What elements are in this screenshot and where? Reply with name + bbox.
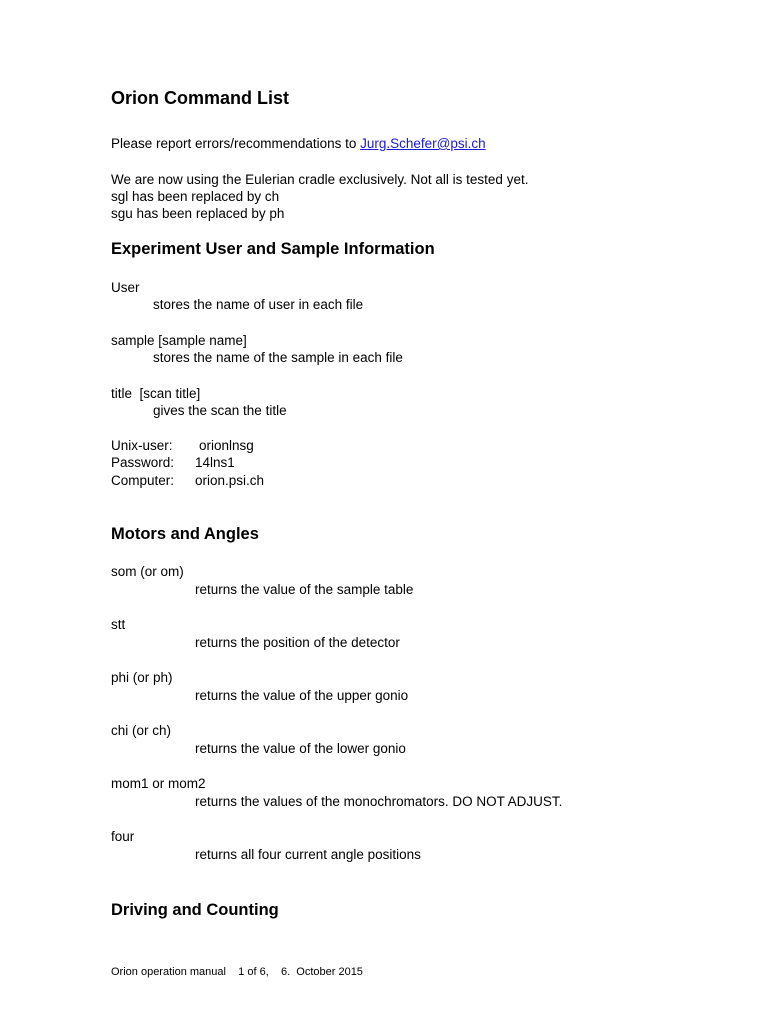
command-description: returns the position of the detector — [195, 635, 400, 650]
command-description: returns the values of the monochromators. DO NOT ADJUST. — [195, 794, 563, 809]
command-name: four — [111, 829, 135, 844]
intro-line-2: sgl has been replaced by ch — [111, 189, 280, 204]
intro-line-3: sgu has been replaced by ph — [111, 206, 285, 221]
command-description: returns the value of the sample table — [195, 582, 414, 597]
command-description: gives the scan the title — [153, 403, 287, 418]
command-description: returns the value of the upper gonio — [195, 688, 409, 703]
page-footer: Orion operation manual 1 of 6, 6. October 2015 — [111, 966, 363, 978]
section-heading-driving: Driving and Counting — [111, 901, 279, 919]
command-description: returns the value of the lower gonio — [195, 741, 406, 756]
command-description: returns all four current angle positions — [195, 847, 421, 862]
section-heading-user: Experiment User and Sample Information — [111, 240, 435, 258]
command-name: title [scan title] — [111, 386, 201, 401]
command-name: chi (or ch) — [111, 723, 172, 738]
command-name: stt — [111, 617, 126, 632]
email-link[interactable]: Jurg.Schefer@psi.ch — [360, 136, 486, 151]
account-label: Password: — [111, 455, 175, 470]
report-line — [111, 135, 486, 152]
section-heading-motors: Motors and Angles — [111, 525, 259, 543]
account-label: Computer: — [111, 473, 175, 488]
command-name: mom1 or mom2 — [111, 776, 206, 791]
intro-line-1: We are now using the Eulerian cradle exclusively. Not all is tested yet. — [111, 172, 529, 187]
account-value: orion.psi.ch — [195, 473, 265, 488]
command-name: User — [111, 280, 140, 295]
command-name: phi (or ph) — [111, 670, 173, 685]
command-description: stores the name of user in each file — [153, 297, 364, 312]
report-prefix: Please report errors/recommendations to — [111, 136, 361, 151]
command-name: som (or om) — [111, 564, 184, 579]
account-value: orionlnsg — [199, 438, 254, 453]
command-name: sample [sample name] — [111, 333, 247, 348]
page-title: Orion Command List — [111, 88, 290, 108]
command-description: stores the name of the sample in each file — [153, 350, 403, 365]
account-label: Unix-user: — [111, 438, 173, 453]
account-value: 14lns1 — [195, 455, 235, 470]
